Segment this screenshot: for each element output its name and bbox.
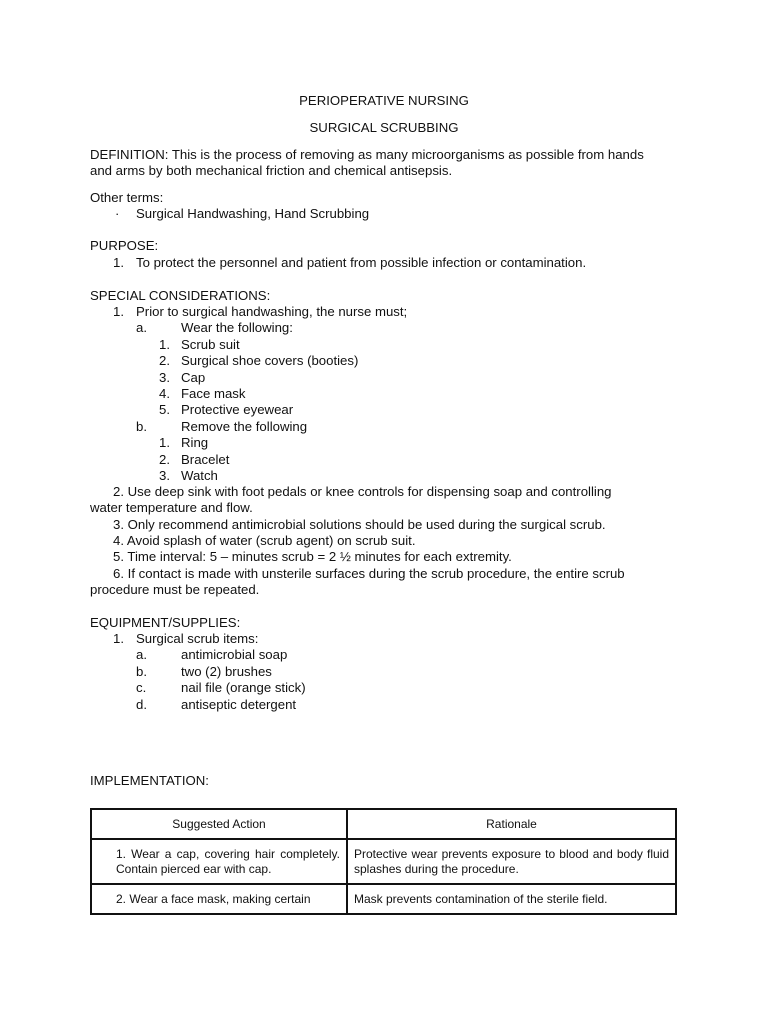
special-item-6-line-1: 6. If contact is made with unsterile surfaces during the scrub procedure, the entire scrub (113, 566, 625, 581)
implementation-table (90, 808, 677, 915)
other-terms-heading: Other terms: (90, 190, 164, 205)
action-cell: 2. Wear a face mask, making certain (91, 884, 347, 914)
equipment-sub-letter: d. (136, 697, 147, 712)
list-item-text: Bracelet (181, 452, 230, 467)
sub-b-text: Remove the following (181, 419, 308, 434)
list-item-text: Cap (181, 370, 206, 385)
equipment-heading: EQUIPMENT/SUPPLIES: (90, 615, 241, 630)
sub-a-text: Wear the following: (181, 320, 293, 335)
bullet-icon: · (115, 206, 120, 221)
purpose-item-text: To protect the personnel and patient from possible infection or contamination. (136, 255, 587, 270)
equipment-sub-letter: a. (136, 647, 147, 662)
table-row (91, 839, 676, 884)
sub-b-letter: b. (136, 419, 147, 434)
rationale-cell: Protective wear prevents exposure to blood and body fluid splashes during the procedure. (347, 839, 676, 884)
purpose-heading: PURPOSE: (90, 238, 159, 253)
list-item-num: 4. (159, 386, 170, 401)
list-item-text: Scrub suit (181, 337, 240, 352)
special-item-3: 3. Only recommend antimicrobial solutions should be used during the surgical scrub. (113, 517, 606, 532)
special-item-2-line-1: 2. Use deep sink with foot pedals or knee controls for dispensing soap and controlling (113, 484, 612, 499)
list-item-num: 3. (159, 468, 170, 483)
list-item-num: 1. (159, 337, 170, 352)
list-item-num: 2. (159, 353, 170, 368)
equipment-sub-text: antiseptic detergent (181, 697, 297, 712)
special-item-5: 5. Time interval: 5 – minutes scrub = 2 ½ minutes for each extremity. (113, 549, 512, 564)
page-title: PERIOPERATIVE NURSING (299, 93, 469, 108)
equipment-item-text: Surgical scrub items: (136, 631, 259, 646)
rationale-cell: Mask prevents contamination of the sterile field. (347, 884, 676, 914)
page-subtitle: SURGICAL SCRUBBING (309, 120, 459, 135)
definition-line-2: and arms by both mechanical friction and chemical antisepsis. (90, 163, 453, 178)
equipment-item-num: 1. (113, 631, 124, 646)
action-cell: 1. Wear a cap, covering hair completely. Contain pierced ear with cap. (91, 839, 347, 884)
sub-a-letter: a. (136, 320, 147, 335)
special-item-2-line-2: water temperature and flow. (90, 500, 253, 515)
list-item-num: 5. (159, 402, 170, 417)
special-item-text: Prior to surgical handwashing, the nurse must; (136, 304, 408, 319)
special-considerations-heading: SPECIAL CONSIDERATIONS: (90, 288, 271, 303)
equipment-sub-text: nail file (orange stick) (181, 680, 306, 695)
definition-line-1: DEFINITION: This is the process of removing as many microorganisms as possible from hands (90, 147, 644, 162)
special-item-6-line-2: procedure must be repeated. (90, 582, 260, 597)
table-row (91, 884, 676, 914)
equipment-sub-letter: b. (136, 664, 147, 679)
list-item-text: Surgical shoe covers (booties) (181, 353, 359, 368)
special-item-num: 1. (113, 304, 124, 319)
purpose-item-num: 1. (113, 255, 124, 270)
column-header-rationale: Rationale (347, 809, 676, 839)
equipment-sub-text: two (2) brushes (181, 664, 272, 679)
list-item-text: Ring (181, 435, 209, 450)
list-item-text: Watch (181, 468, 218, 483)
equipment-sub-letter: c. (136, 680, 147, 695)
equipment-sub-text: antimicrobial soap (181, 647, 288, 662)
list-item-num: 2. (159, 452, 170, 467)
table-header-row (91, 809, 676, 839)
column-header-suggested-action: Suggested Action (91, 809, 347, 839)
implementation-heading: IMPLEMENTATION: (90, 773, 209, 788)
special-item-4: 4. Avoid splash of water (scrub agent) on scrub suit. (113, 533, 416, 548)
list-item-num: 3. (159, 370, 170, 385)
other-terms-item: Surgical Handwashing, Hand Scrubbing (136, 206, 370, 221)
list-item-text: Face mask (181, 386, 246, 401)
list-item-text: Protective eyewear (181, 402, 294, 417)
list-item-num: 1. (159, 435, 170, 450)
